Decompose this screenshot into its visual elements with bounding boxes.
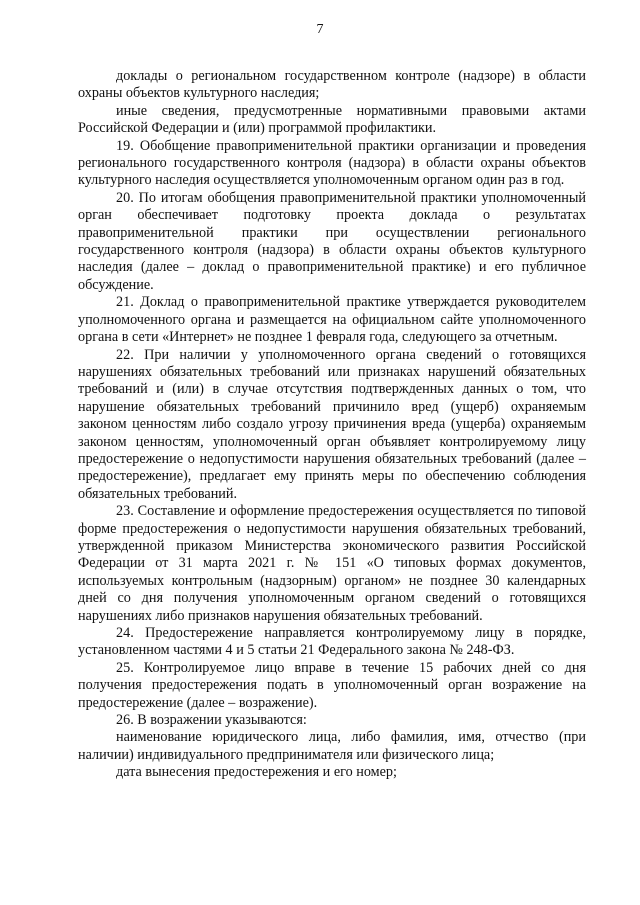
paragraph: дата вынесения предостережения и его номер; xyxy=(116,764,397,781)
paragraph: 23. Составление и оформление предостережения осуществляется по типовой форме предостережения о недопустимости нарушения обязательных требований, утвержденной приказом Министерства экономического развития Российской Федерации от 31 марта 2021 г. № 151 «О типовых формах документов, используемых контрольным (надзорным) органом» не позднее 30 календарных дней со дня получения уполномоченным органом сведений о готовящихся нарушениях либо признаков нарушения обязательных требований. xyxy=(78,503,586,624)
paragraph: 25. Контролируемое лицо вправе в течение 15 рабочих дней со дня получения предостережения подать в уполномоченный орган возражение на предостережение (далее – возражение). xyxy=(78,659,586,711)
paragraph: 24. Предостережение направляется контролируемому лицу в порядке, установленном частями 4 и 5 статьи 21 Федерального закона № 248-ФЗ. xyxy=(78,625,586,659)
paragraph: иные сведения, предусмотренные нормативными правовыми актами Российской Федерации и (или) программой профилактики. xyxy=(78,102,586,137)
paragraph: 21. Доклад о правоприменительной практике утверждается руководителем уполномоченного органа и размещается на официальном сайте уполномоченного органа в сети «Интернет» не позднее 1 февраля года, следующего за отчетным. xyxy=(78,294,586,346)
paragraph: 20. По итогам обобщения правоприменительной практики уполномоченный орган обеспечивает подготовку проекта доклада о результатах правоприменительной практики при осуществлении регионального государственного контроля (надзора) в области охраны объектов культурного наследия (далее – доклад о правоприменительной практике) и его публичное обсуждение. xyxy=(78,189,586,293)
document-body xyxy=(78,68,586,782)
page-number: 7 xyxy=(316,22,324,37)
paragraph: доклады о региональном государственном контроле (надзоре) в области охраны объектов культурного наследия; xyxy=(78,68,586,102)
paragraph: 26. В возражении указываются: xyxy=(116,712,307,729)
paragraph: 19. Обобщение правоприменительной практики организации и проведения регионального государственного контроля (надзора) в области охраны объектов культурного наследия осуществляется уполномоченным органом один раз в год. xyxy=(78,137,586,189)
paragraph: наименование юридического лица, либо фамилия, имя, отчество (при наличии) индивидуального предпринимателя или физического лица; xyxy=(78,729,586,763)
paragraph: 22. При наличии у уполномоченного органа сведений о готовящихся нарушениях обязательных требований или признаках нарушений обязательных требований и (или) в случае отсутствия подтвержденных данных о том, что нарушение обязательных требований причинило вред (ущерб) охраняемым законом ценностям либо создало угрозу причинения вреда (ущерба) охраняемым законом ценностям, уполномоченный орган объявляет контролируемому лицу предостережение о недопустимости нарушения обязательных требований (далее – предостережение), предлагает ему принять меры по обеспечению соблюдения обязательных требований. xyxy=(78,346,586,502)
